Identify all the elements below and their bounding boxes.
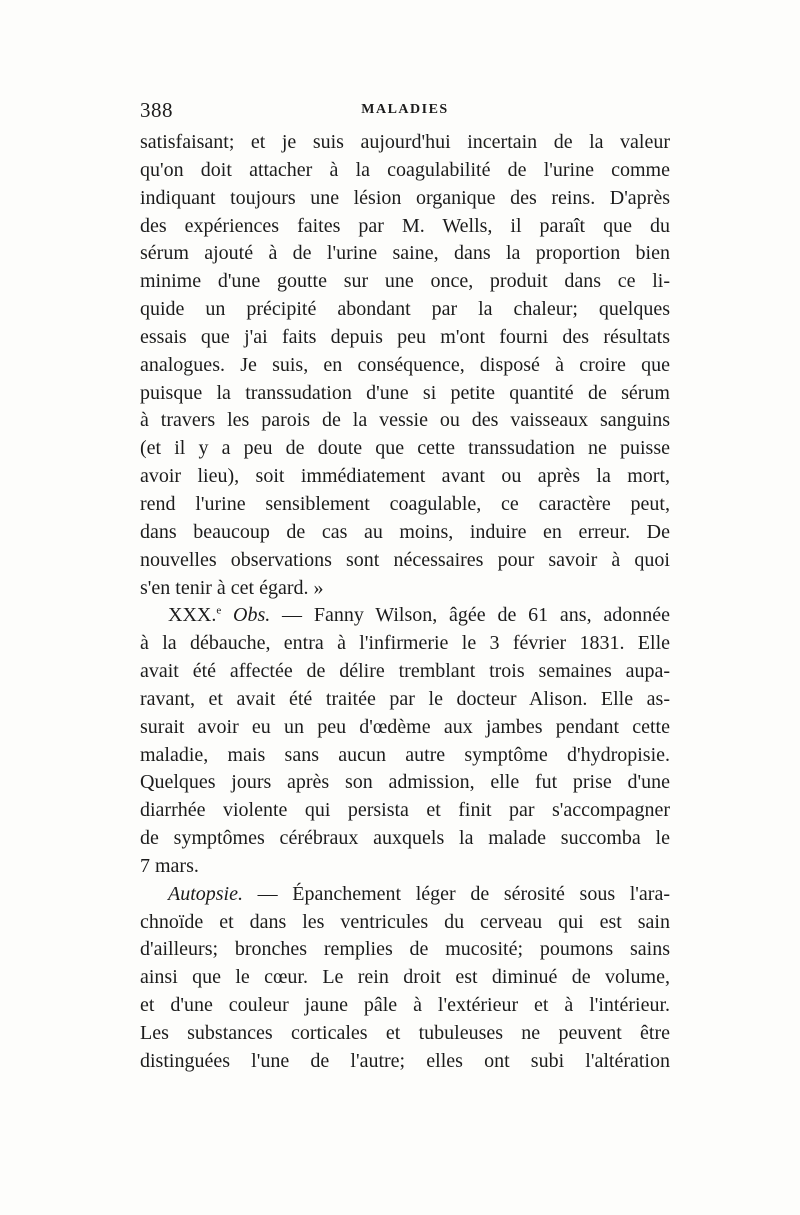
text-line: à la débauche, entra à l'infirmerie le 3 février 1831. Elle xyxy=(140,632,670,655)
text-line: nouvelles observations sont nécessaires pour savoir à quoi xyxy=(140,548,670,571)
text-line: ainsi que le cœur. Le rein droit est diminué de volume, xyxy=(140,966,670,989)
running-head xyxy=(140,98,670,126)
autopsy-heading-line xyxy=(140,881,670,909)
observation-heading-line xyxy=(140,602,670,630)
text-line: 7 mars. xyxy=(140,854,199,877)
observation-number: XXX. xyxy=(168,604,217,627)
text-line: dans beaucoup de cas au moins, induire en erreur. De xyxy=(140,520,670,543)
running-title: MALADIES xyxy=(361,102,449,117)
text-line: maladie, mais sans aucun autre symptôme d'hydropisie. xyxy=(140,743,670,766)
text-line: d'ailleurs; bronches remplies de mucosité; poumons sains xyxy=(140,938,670,961)
text-line: qu'on doit attacher à la coagulabilité de l'urine comme xyxy=(140,158,670,181)
text-line: analogues. Je suis, en conséquence, disposé à croire que xyxy=(140,353,670,376)
text-line: quide un précipité abondant par la chaleur; quelques xyxy=(140,298,670,321)
text-line: minime d'une goutte sur une once, produit dans ce li- xyxy=(140,270,670,293)
observation-number-sup: e xyxy=(216,604,222,617)
text-line: de symptômes cérébraux auxquels la malade succomba le xyxy=(140,827,670,850)
text-line: indiquant toujours une lésion organique des reins. D'après xyxy=(140,186,670,209)
text-line: à travers les parois de la vessie ou des vaisseaux sanguins xyxy=(140,409,670,432)
observation-text: — Fanny Wilson, âgée de 61 ans, adonnée xyxy=(270,604,670,627)
text-line: avoir lieu), soit immédiatement avant ou après la mort, xyxy=(140,465,670,488)
text-line: ravant, et avait été traitée par le docteur Alison. Elle as- xyxy=(140,687,670,710)
text-line: puisque la transsudation d'une si petite quantité de sérum xyxy=(140,381,670,404)
page-number: 388 xyxy=(140,98,173,122)
text-line: et d'une couleur jaune pâle à l'extérieur et à l'intérieur. xyxy=(140,994,670,1017)
text-line: chnoïde et dans les ventricules du cerveau qui est sain xyxy=(140,910,670,933)
observation-abbrev: Obs. xyxy=(221,604,271,627)
text-line: essais que j'ai faits depuis peu m'ont fourni des résultats xyxy=(140,325,670,348)
text-line: Quelques jours après son admission, elle fut prise d'une xyxy=(140,771,670,794)
autopsy-text: — Épanchement léger de sérosité sous l'ara- xyxy=(243,882,670,905)
text-line: distinguées l'une de l'autre; elles ont subi l'altération xyxy=(140,1049,670,1072)
autopsy-label: Autopsie. xyxy=(168,882,243,905)
text-line: s'en tenir à cet égard. » xyxy=(140,576,324,599)
text-line: diarrhée violente qui persista et finit par s'accompagner xyxy=(140,799,670,822)
text-line: rend l'urine sensiblement coagulable, ce caractère peut, xyxy=(140,492,670,515)
text-line: satisfaisant; et je suis aujourd'hui incertain de la valeur xyxy=(140,131,670,153)
text-line: Les substances corticales et tubuleuses ne peuvent être xyxy=(140,1022,670,1044)
text-line: avait été affectée de délire tremblant trois semaines aupa- xyxy=(140,660,670,683)
text-line: sérum ajouté à de l'urine saine, dans la proportion bien xyxy=(140,242,670,265)
text-line: des expériences faites par M. Wells, il paraît que du xyxy=(140,214,670,237)
text-line: (et il y a peu de doute que cette transsudation ne puisse xyxy=(140,437,670,460)
text-line: surait avoir eu un peu d'œdème aux jambes pendant cette xyxy=(140,715,670,738)
body-text xyxy=(140,129,670,1076)
